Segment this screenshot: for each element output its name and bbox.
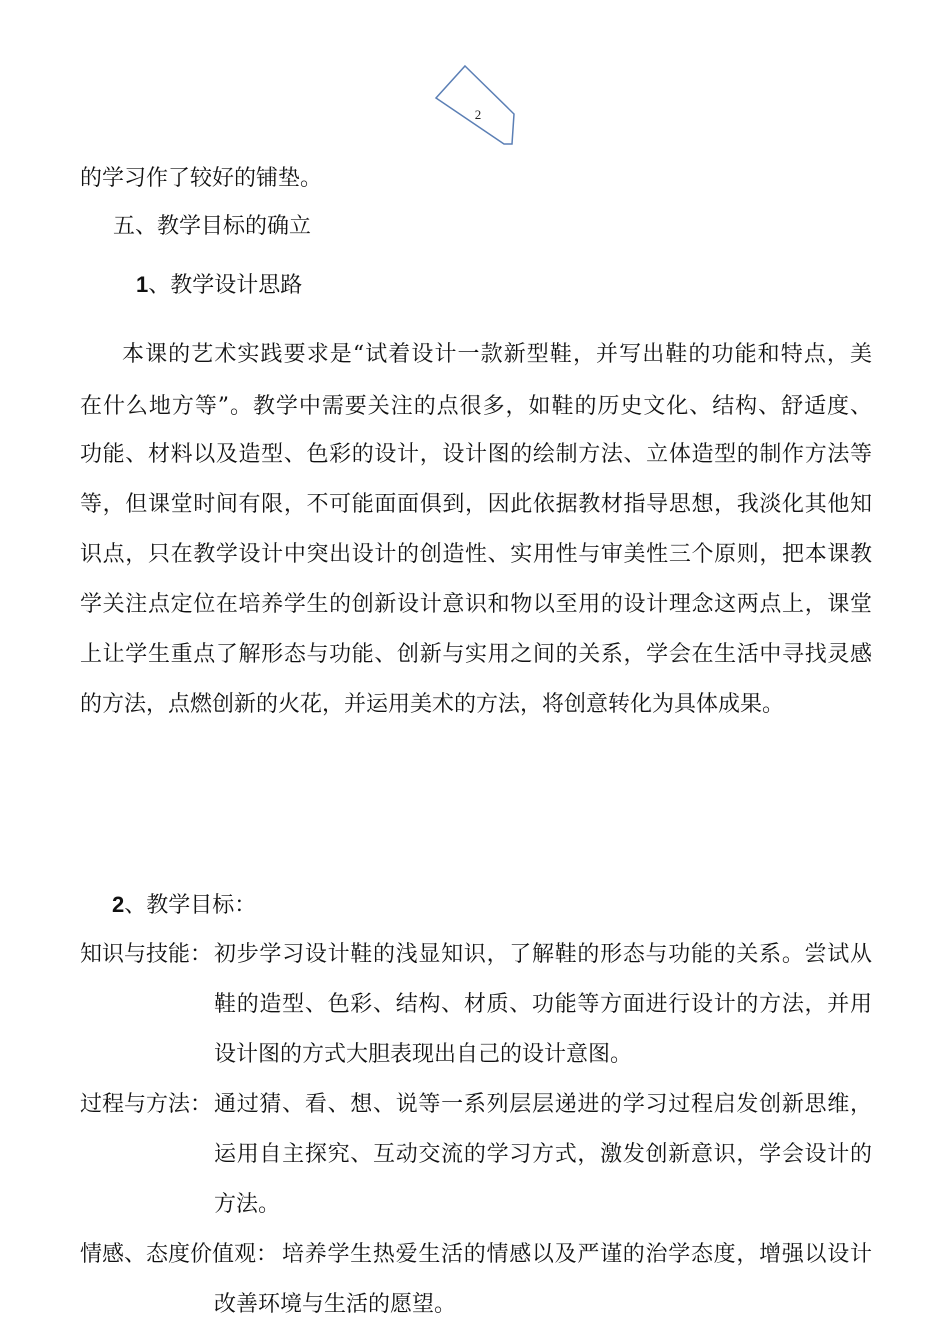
page-number-badge <box>432 64 520 150</box>
section-heading: 五、教学目标的确立 <box>113 214 312 239</box>
paragraph-line: 的方法，点燃创新的火花，并运用美术的方法，将创意转化为具体成果。 <box>80 692 785 717</box>
subheading-number: 2 <box>112 892 125 917</box>
subheading-design-idea <box>136 270 302 301</box>
goal-label-process: 过程与方法： <box>80 1092 213 1117</box>
goal-text-line: 改善环境与生活的愿望。 <box>214 1292 457 1317</box>
paragraph-line: 等，但课堂时间有限，不可能面面俱到，因此依据教材指导思想，我淡化其他知 <box>80 492 872 517</box>
goal-text-line: 运用自主探究、互动交流的学习方式，激发创新意识，学会设计的 <box>214 1142 872 1167</box>
goal-text-line: 方法。 <box>214 1192 281 1217</box>
goal-text-line: 通过猜、看、想、说等一系列层层递进的学习过程启发创新思维， <box>214 1092 872 1117</box>
subheading-goals <box>112 890 256 921</box>
goal-label-emotion: 情感、态度价值观： <box>80 1242 279 1267</box>
intro-line: 的学习作了较好的铺垫。 <box>80 166 323 191</box>
paragraph-line: 上让学生重点了解形态与功能、创新与实用之间的关系，学会在生活中寻找灵感 <box>80 642 872 667</box>
goal-label-knowledge: 知识与技能： <box>80 942 213 967</box>
goal-text-line: 鞋的造型、色彩、结构、材质、功能等方面进行设计的方法，并用 <box>214 992 872 1017</box>
paragraph-line: 学关注点定位在培养学生的创新设计意识和物以至用的设计理念这两点上，课堂 <box>80 592 872 617</box>
subheading-title: 、教学设计思路 <box>148 273 303 298</box>
page-number: 2 <box>474 107 482 122</box>
paragraph-line: 识点，只在教学设计中突出设计的创造性、实用性与审美性三个原则，把本课教 <box>80 542 872 567</box>
goal-text-line: 初步学习设计鞋的浅显知识，了解鞋的形态与功能的关系。尝试从 <box>214 942 872 967</box>
goal-text-line: 培养学生热爱生活的情感以及严谨的治学态度，增强以设计 <box>282 1242 872 1267</box>
paragraph-line: 在什么地方等”。教学中需要关注的点很多，如鞋的历史文化、结构、舒适度、 <box>80 394 872 419</box>
subheading-title: 、教学目标： <box>124 893 257 918</box>
goal-text-line: 设计图的方式大胆表现出自己的设计意图。 <box>214 1042 633 1067</box>
paragraph-line: 功能、材料以及造型、色彩的设计，设计图的绘制方法、立体造型的制作方法等 <box>80 442 872 467</box>
paragraph-line: 本课的艺术实践要求是“试着设计一款新型鞋，并写出鞋的功能和特点，美 <box>122 342 872 367</box>
subheading-number: 1 <box>136 272 149 297</box>
